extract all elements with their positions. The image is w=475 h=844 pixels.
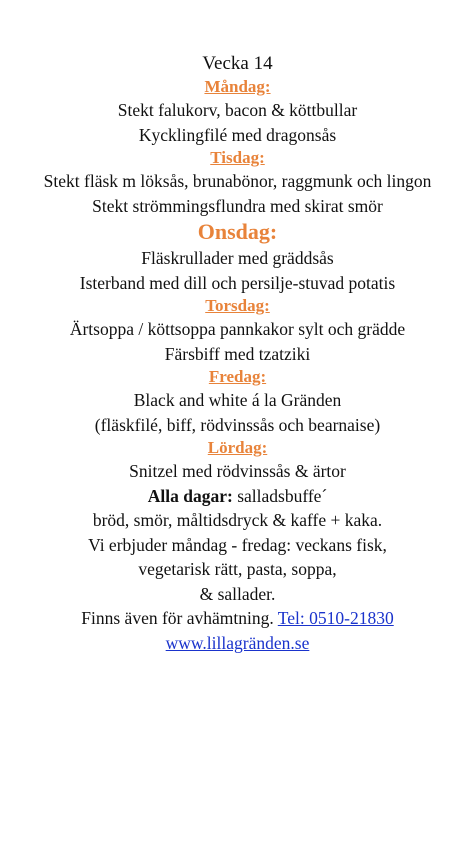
website-link[interactable]: www.lillagränden.se (165, 632, 310, 653)
dish-friday-1: Black and white á la Gränden (133, 390, 342, 410)
dish-saturday-1: Snitzel med rödvinssås & ärtor (129, 461, 346, 481)
dish-monday-1: Stekt falukorv, bacon & köttbullar (117, 100, 358, 120)
every-day-line-2: bröd, smör, måltidsdryck & kaffe + kaka. (92, 510, 383, 530)
offer-line-2: vegetarisk rätt, pasta, soppa, (138, 559, 337, 579)
phone-link[interactable]: Tel: 0510-21830 (277, 608, 394, 628)
dish-wednesday-1: Fläskrullader med gräddsås (141, 248, 334, 268)
day-heading-monday: Måndag: (204, 77, 271, 96)
dish-tuesday-1: Stekt fläsk m löksås, brunabönor, raggmunk och lingon (43, 171, 432, 191)
day-heading-friday: Fredag: (208, 367, 267, 386)
dish-thursday-1: Ärtsoppa / köttsoppa pannkakor sylt och grädde (69, 319, 406, 339)
week-title: Vecka 14 (202, 53, 273, 74)
offer-line-1: Vi erbjuder måndag - fredag: veckans fisk, (88, 534, 387, 555)
dish-tuesday-2: Stekt strömmingsflundra med skirat smör (92, 195, 383, 216)
every-day-label: Alla dagar: (147, 485, 233, 506)
day-heading-thursday: Torsdag: (205, 296, 270, 315)
dish-friday-2: (fläskfilé, biff, rödvinssås och bearnaise) (94, 414, 381, 435)
website-line (0, 631, 475, 656)
offer-line-3: & sallader. (199, 583, 276, 604)
takeaway-line (0, 606, 475, 631)
day-heading-wednesday: Onsdag: (197, 219, 278, 244)
takeaway-text: Finns även för avhämtning. (81, 608, 278, 628)
dish-wednesday-2: Isterband med dill och persilje-stuvad potatis (79, 272, 396, 293)
dish-thursday-2: Färsbiff med tzatziki (164, 343, 311, 364)
day-heading-saturday: Lördag: (207, 438, 268, 457)
every-day-line (0, 484, 475, 509)
day-heading-tuesday: Tisdag: (210, 148, 265, 167)
dish-monday-2: Kycklingfilé med dragonsås (138, 124, 337, 145)
every-day-text: salladsbuffe´ (232, 485, 328, 506)
